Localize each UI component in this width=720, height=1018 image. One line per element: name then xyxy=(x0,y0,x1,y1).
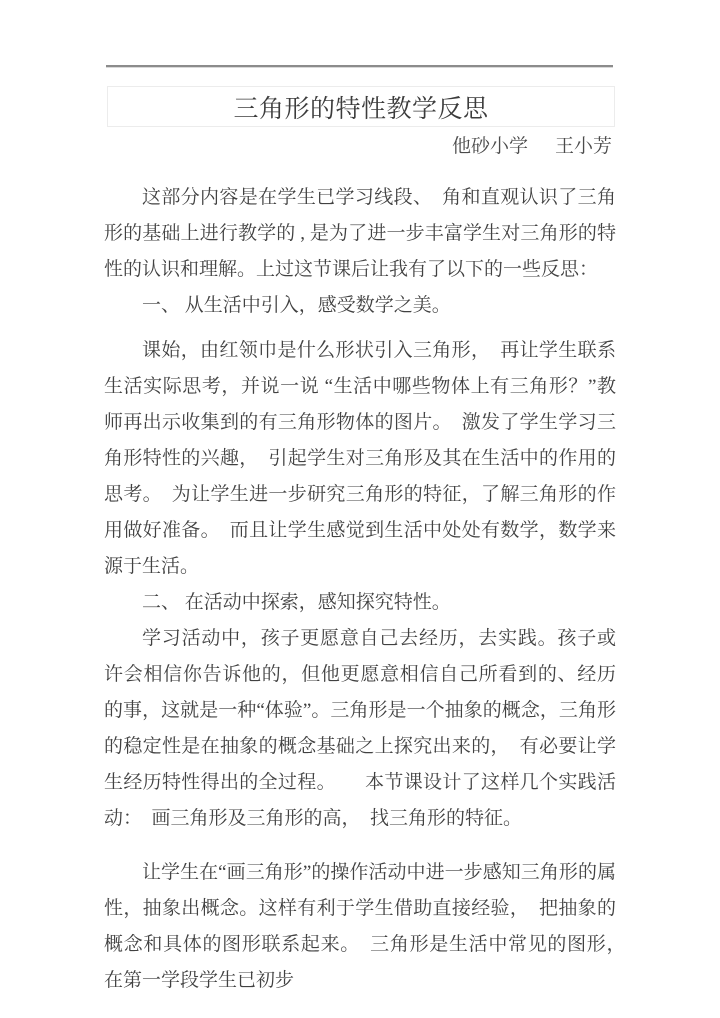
paragraph-section-1: 课始，由红领巾是什么形状引入三角形， 再让学生联系生活实际思考，并说一说 “生活中哪些物体上有三角形？”教师再出示收集到的有三角形物体的图片。 激发了学生学习三角形特性的兴趣， 引起学生对三角形及其在生活中的作用的思考。 为让学生进一步研究三角形的特征，了解三角形的作用做好准备。 而且让学生感觉到生活中处处有数学，数学来源于生活。 xyxy=(104,340,616,577)
paragraph-section-2: 学习活动中，孩子更愿意自己去经历，去实践。孩子或许会相信你告诉他的，但他更愿意相信自己所看到的、经历的事，这就是一种“体验”。三角形是一个抽象的概念，三角形的稳定性是在抽象的概念基础之上探究出来的， 有必要让学生经历特性得出的全过程。 本节课设计了这样几个实践活动： 画三角形及三角形的高， 找三角形的特征。 xyxy=(104,628,616,829)
top-divider-rule xyxy=(106,65,613,68)
byline-school: 他砂小学 xyxy=(451,136,528,157)
document-body xyxy=(104,180,636,999)
page-title: 三角形的特性教学反思 xyxy=(233,95,489,123)
paragraph-section-2-continued: 让学生在“画三角形”的操作活动中进一步感知三角形的属性，抽象出概念。这样有利于学生借助直接经验， 把抽象的概念和具体的图形联系起来。 三角形是生活中常见的图形， 在第一学段学生已初步 xyxy=(104,862,636,991)
byline xyxy=(104,131,612,158)
section-heading-2: 二、 在活动中探索，感知探究特性。 xyxy=(142,592,451,613)
title-box xyxy=(107,86,615,127)
byline-author: 王小芳 xyxy=(554,136,612,157)
paragraph-intro: 这部分内容是在学生已学习线段、 角和直观认识了三角形的基础上进行教学的 , 是为了进一步丰富学生对三角形的特性的认识和理解。上过这节课后让我有了以下的一些反思： xyxy=(104,187,616,280)
section-heading-1: 一、 从生活中引入，感受数学之美。 xyxy=(142,295,451,316)
